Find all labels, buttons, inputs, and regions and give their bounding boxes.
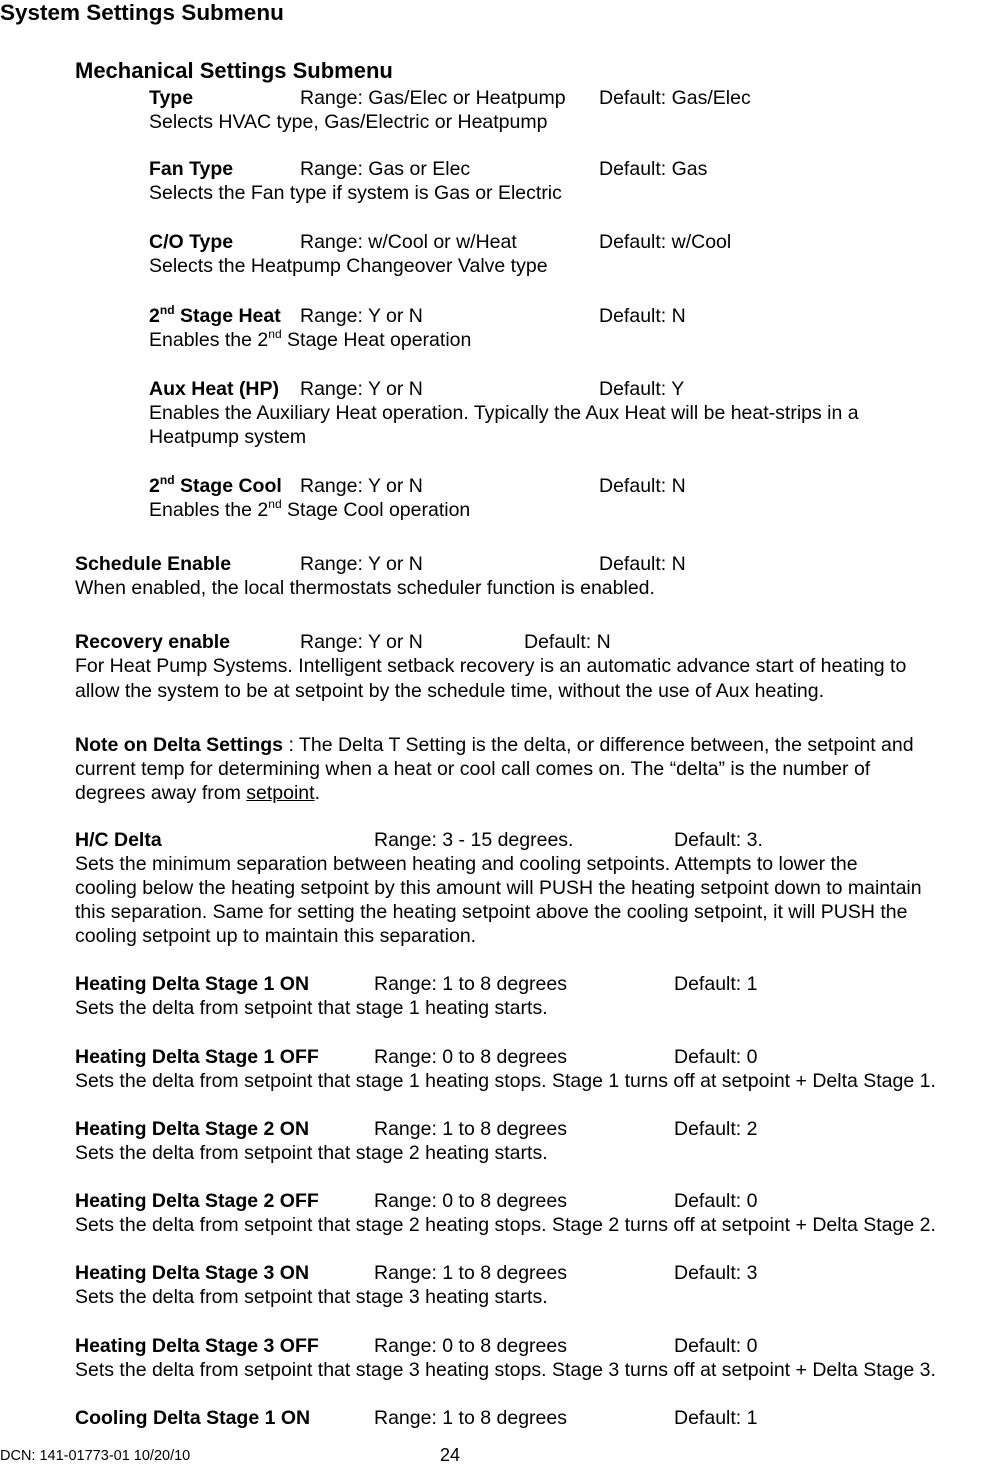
setting-default: Default: 1 bbox=[674, 1407, 758, 1429]
setting-name: Type bbox=[149, 87, 194, 109]
page-number: 24 bbox=[440, 1445, 461, 1465]
setting-name: Cooling Delta Stage 1 ON bbox=[75, 1407, 311, 1429]
setting-default: Default: 0 bbox=[674, 1046, 758, 1068]
setting-range: Range: Y or N bbox=[300, 305, 423, 327]
setting-range: Range: 0 to 8 degrees bbox=[374, 1190, 567, 1212]
setting-name: Heating Delta Stage 3 OFF bbox=[75, 1335, 319, 1357]
setting-default: Default: 3. bbox=[674, 829, 763, 851]
setting-name: Heating Delta Stage 2 OFF bbox=[75, 1190, 319, 1212]
setting-description: Selects the Fan type if system is Gas or Electric bbox=[149, 182, 562, 204]
setting-range: Range: 1 to 8 degrees bbox=[374, 1118, 567, 1140]
setting-range: Range: 1 to 8 degrees bbox=[374, 1262, 567, 1284]
setting-range: Range: 3 - 15 degrees. bbox=[374, 829, 574, 851]
setting-default: Default: Gas bbox=[599, 158, 708, 180]
setting-range: Range: Gas or Elec bbox=[300, 158, 471, 180]
setting-description: Selects HVAC type, Gas/Electric or Heatpump bbox=[149, 111, 548, 133]
setting-range: Range: w/Cool or w/Heat bbox=[300, 231, 517, 253]
setting-default: Default: 1 bbox=[674, 973, 758, 995]
setting-default: Default: N bbox=[599, 553, 686, 575]
setting-range: Range: Gas/Elec or Heatpump bbox=[300, 87, 566, 109]
setting-default: Default: N bbox=[599, 475, 686, 497]
setting-description: Sets the minimum separation between heating and cooling setpoints. Attempts to lower the bbox=[75, 853, 858, 875]
setting-description: Heatpump system bbox=[149, 426, 307, 448]
setting-default: Default: Y bbox=[599, 378, 685, 400]
setting-name: Recovery enable bbox=[75, 631, 231, 653]
setting-name: Heating Delta Stage 2 ON bbox=[75, 1118, 310, 1140]
setting-default: Default: 0 bbox=[674, 1335, 758, 1357]
setting-description: Enables the 2nd Stage Heat operation bbox=[149, 327, 472, 351]
setting-description: this separation. Same for setting the heating setpoint above the cooling setpoint, it will PUSH the bbox=[75, 901, 908, 923]
setpoint-link[interactable]: setpoint bbox=[246, 782, 315, 804]
setting-description: Sets the delta from setpoint that stage 1 heating stops. Stage 1 turns off at setpoint + Delta Stage 1. bbox=[75, 1070, 936, 1092]
setting-default: Default: 3 bbox=[674, 1262, 758, 1284]
setting-range: Range: Y or N bbox=[300, 378, 423, 400]
setting-range: Range: Y or N bbox=[300, 631, 423, 653]
setting-name: Heating Delta Stage 3 ON bbox=[75, 1262, 310, 1284]
setting-default: Default: N bbox=[599, 305, 686, 327]
setting-name: 2nd Stage Cool bbox=[149, 473, 282, 497]
setting-range: Range: 0 to 8 degrees bbox=[374, 1046, 567, 1068]
setting-range: Range: 1 to 8 degrees bbox=[374, 973, 567, 995]
setting-default: Default: N bbox=[524, 631, 611, 653]
note-line: current temp for determining when a heat or cool call comes on. The “delta” is the number of bbox=[75, 758, 871, 780]
setting-description: cooling setpoint up to maintain this separation. bbox=[75, 925, 477, 947]
setting-range: Range: Y or N bbox=[300, 553, 423, 575]
page-title: System Settings Submenu bbox=[0, 0, 284, 25]
setting-default: Default: 0 bbox=[674, 1190, 758, 1212]
setting-description: allow the system to be at setpoint by the schedule time, without the use of Aux heating. bbox=[75, 680, 825, 702]
setting-description: Sets the delta from setpoint that stage 2 heating stops. Stage 2 turns off at setpoint + Delta Stage 2. bbox=[75, 1214, 936, 1236]
setting-name: Schedule Enable bbox=[75, 553, 232, 575]
note-line: degrees away from setpoint. bbox=[75, 782, 320, 804]
setting-range: Range: 1 to 8 degrees bbox=[374, 1407, 567, 1429]
setting-name: Heating Delta Stage 1 ON bbox=[75, 973, 310, 995]
setting-description: Sets the delta from setpoint that stage 3 heating stops. Stage 3 turns off at setpoint + Delta Stage 3. bbox=[75, 1359, 936, 1381]
setting-default: Default: 2 bbox=[674, 1118, 758, 1140]
note-label: Note on Delta Settings bbox=[75, 734, 284, 756]
setting-default: Default: Gas/Elec bbox=[599, 87, 751, 109]
setting-description: cooling below the heating setpoint by this amount will PUSH the heating setpoint down to maintain bbox=[75, 877, 922, 899]
setting-description: Enables the Auxiliary Heat operation. Typically the Aux Heat will be heat-strips in a bbox=[149, 402, 859, 424]
setting-name: Heating Delta Stage 1 OFF bbox=[75, 1046, 319, 1068]
setting-name: 2nd Stage Heat bbox=[149, 303, 281, 327]
note-line: Note on Delta Settings : The Delta T Setting is the delta, or difference between, the setpoint and bbox=[75, 734, 914, 756]
setting-range: Range: 0 to 8 degrees bbox=[374, 1335, 567, 1357]
setting-default: Default: w/Cool bbox=[599, 231, 732, 253]
setting-description: Sets the delta from setpoint that stage 1 heating starts. bbox=[75, 997, 548, 1019]
setting-description: Enables the 2nd Stage Cool operation bbox=[149, 497, 471, 521]
setting-range: Range: Y or N bbox=[300, 475, 423, 497]
setting-name: Aux Heat (HP) bbox=[149, 378, 280, 400]
setting-description: Sets the delta from setpoint that stage 3 heating starts. bbox=[75, 1286, 548, 1308]
setting-description: Selects the Heatpump Changeover Valve type bbox=[149, 255, 548, 277]
setting-name: Fan Type bbox=[149, 158, 234, 180]
setting-description: Sets the delta from setpoint that stage 2 heating starts. bbox=[75, 1142, 548, 1164]
setting-description: When enabled, the local thermostats scheduler function is enabled. bbox=[75, 577, 655, 599]
footer-dcn: DCN: 141-01773-01 10/20/10 bbox=[0, 1448, 191, 1464]
mechanical-heading: Mechanical Settings Submenu bbox=[75, 58, 393, 83]
setting-description: For Heat Pump Systems. Intelligent setback recovery is an automatic advance start of heating to bbox=[75, 655, 907, 677]
setting-name: C/O Type bbox=[149, 231, 234, 253]
setting-name: H/C Delta bbox=[75, 829, 162, 851]
